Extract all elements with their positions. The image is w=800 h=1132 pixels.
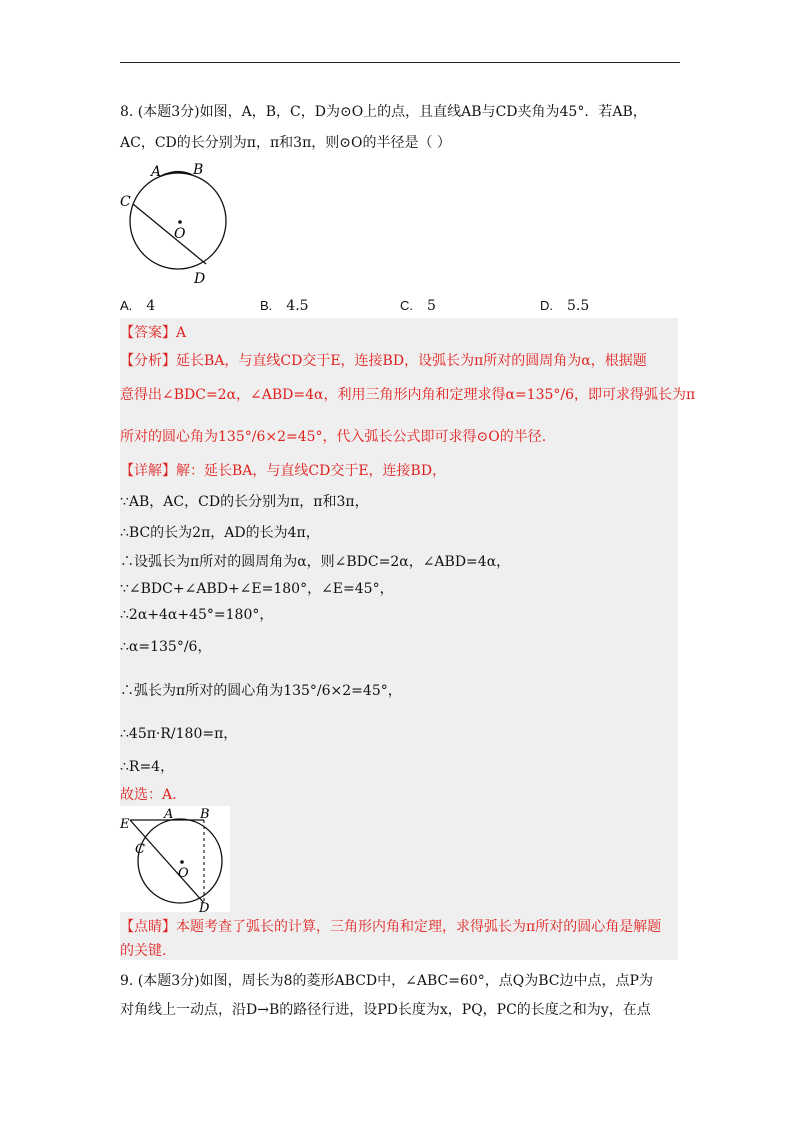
label-a-2: A bbox=[164, 807, 174, 822]
label-o: O bbox=[174, 226, 186, 242]
detail-line-4: ∴设弧长为π所对的圆周角为α，则∠BDC=2α，∠ABD=4α， bbox=[120, 554, 511, 570]
q9-line1: 9. (本题3分)如图，周长为8的菱形ABCD中，∠ABC=60°，点Q为BC边中点，点P为 bbox=[120, 973, 653, 989]
detail-line-5: ∵∠BDC+∠ABD+∠E=180°，∠E=45°， bbox=[120, 581, 394, 597]
arc-ab bbox=[161, 172, 192, 176]
detail-line-6: ∴2α+4α+45°=180°， bbox=[120, 607, 274, 623]
circle-o bbox=[130, 173, 226, 269]
center-o-2 bbox=[180, 860, 184, 864]
option-a: A. 4 bbox=[120, 298, 156, 314]
q9-line2: 对角线上一动点，沿D→B的路径行进，设PD长度为x，PQ，PC的长度之和为y，在点 bbox=[120, 1002, 651, 1018]
comment-line2: 的关键. bbox=[120, 943, 167, 959]
label-c-2: C bbox=[135, 842, 145, 857]
detail-line-1: 【详解】解：延长BA，与直线CD交于E，连接BD， bbox=[120, 463, 447, 479]
option-b: B. 4.5 bbox=[260, 298, 309, 314]
comment-line1: 【点睛】本题考查了弧长的计算，三角形内角和定理，求得弧长为π所对的圆心角是解题 bbox=[120, 919, 662, 935]
detail-line-8: ∴弧长为π所对的圆心角为135°/6×2=45°， bbox=[120, 683, 402, 699]
label-c: C bbox=[120, 194, 131, 210]
option-c: C. 5 bbox=[400, 298, 436, 314]
center-o bbox=[178, 220, 182, 224]
circle-o-2 bbox=[138, 819, 222, 903]
detail-line-11: 故选：A. bbox=[120, 787, 177, 803]
label-b-2: B bbox=[200, 807, 210, 822]
detail-line-10: ∴R=4， bbox=[120, 759, 175, 775]
analysis-line3: 所对的圆心角为135°/6×2=45°，代入弧长公式即可求得⊙O的半径. bbox=[120, 429, 547, 445]
q8-stem-line2: AC，CD的长分别为π，π和3π，则⊙O的半径是（ ） bbox=[120, 135, 451, 151]
detail-line-9: ∴45π·R/180=π， bbox=[120, 726, 238, 742]
detail-line-7: ∴α=135°/6， bbox=[120, 639, 212, 655]
detail-line-3: ∴BC的长为2π，AD的长为4π， bbox=[120, 525, 320, 541]
q8-stem-line1: 8. (本题3分)如图，A，B，C，D为⊙O上的点，且直线AB与CD夹角为45°．若AB， bbox=[120, 104, 647, 120]
detail-line-2: ∵AB，AC，CD的长分别为π，π和3π， bbox=[120, 494, 369, 510]
label-o-2: O bbox=[178, 866, 189, 881]
analysis-line2: 意得出∠BDC=2α，∠ABD=4α，利用三角形内角和定理求得α=135°/6，即可求得弧长为π bbox=[120, 387, 696, 403]
line-ed bbox=[130, 820, 204, 903]
header-rule bbox=[120, 62, 680, 63]
label-a: A bbox=[151, 164, 162, 180]
label-b: B bbox=[193, 162, 204, 178]
label-d-2: D bbox=[199, 901, 210, 912]
analysis-line1: 【分析】延长BA，与直线CD交于E，连接BD，设弧长为π所对的圆周角为α，根据题 bbox=[120, 353, 647, 369]
answer-line: 【答案】A bbox=[120, 325, 187, 341]
option-d: D. 5.5 bbox=[540, 298, 590, 314]
q8-figure bbox=[118, 160, 238, 290]
detail-figure bbox=[118, 806, 230, 912]
label-d: D bbox=[194, 271, 206, 287]
label-e: E bbox=[120, 817, 130, 832]
